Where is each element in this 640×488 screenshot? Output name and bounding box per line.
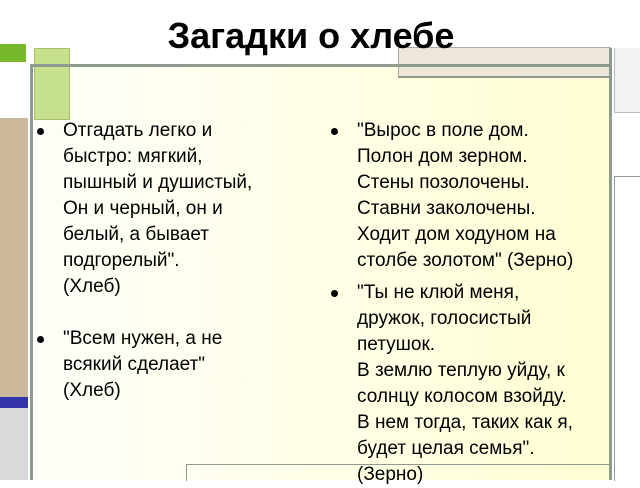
riddle-bread-2 (37, 326, 307, 404)
riddle-line: дружок, голосистый (357, 308, 532, 329)
riddle-line: В землю теплую уйду, к (357, 360, 565, 381)
left-blue-strip (0, 397, 28, 408)
decor-right-strip (614, 176, 640, 481)
bullet-icon (331, 290, 338, 297)
riddle-line: всякий сделает" (63, 354, 206, 375)
riddle-line: Ставни заколочены. (357, 198, 536, 219)
riddle-line: Ходит дом ходуном на (357, 224, 556, 245)
riddle-line: Полон дом зерном. (357, 146, 528, 167)
frame-left-line (30, 64, 33, 480)
riddle-line: солнцу колосом взойду. (357, 386, 567, 407)
bullet-icon (331, 128, 338, 135)
riddle-answer: (Зерно) (357, 464, 424, 485)
riddle-line: белый, а бывает (63, 224, 209, 245)
slide-title-text: Загадки о хлебе (167, 15, 455, 56)
riddle-line: Отгадать легко и (63, 120, 213, 141)
riddle-grain-1 (331, 118, 611, 274)
frame-top-line (30, 64, 612, 67)
riddle-line: пышный и душистый, (63, 172, 253, 193)
left-tan-strip (0, 118, 28, 408)
riddle-line: петушок. (357, 334, 436, 355)
riddle-answer: (Хлеб) (63, 276, 121, 297)
right-column (331, 118, 611, 488)
riddle-grain-2 (331, 280, 611, 488)
riddle-line: "Всем нужен, а не (63, 328, 223, 349)
slide-title (0, 12, 626, 60)
riddle-answer: (Хлеб) (63, 380, 121, 401)
left-column (37, 118, 307, 404)
riddle-line: быстро: мягкий, (63, 146, 203, 167)
riddle-line: "Ты не клюй меня, (357, 282, 520, 303)
riddle-line: будет целая семья". (357, 438, 535, 459)
riddle-line: Стены позолочены. (357, 172, 530, 193)
left-grey-strip (0, 408, 28, 480)
riddle-line: подгорелый". (63, 250, 180, 271)
riddle-line: Он и черный, он и (63, 198, 223, 219)
riddle-bread-1 (37, 118, 307, 300)
bullet-icon (37, 336, 44, 343)
riddle-line: "Вырос в поле дом. (357, 120, 529, 141)
spacer (37, 300, 307, 326)
bullet-icon (37, 128, 44, 135)
riddle-line: столбе золотом" (Зерно) (357, 250, 574, 271)
riddle-line: В нем тогда, таких как я, (357, 412, 573, 433)
frame-inner-line (398, 76, 612, 78)
